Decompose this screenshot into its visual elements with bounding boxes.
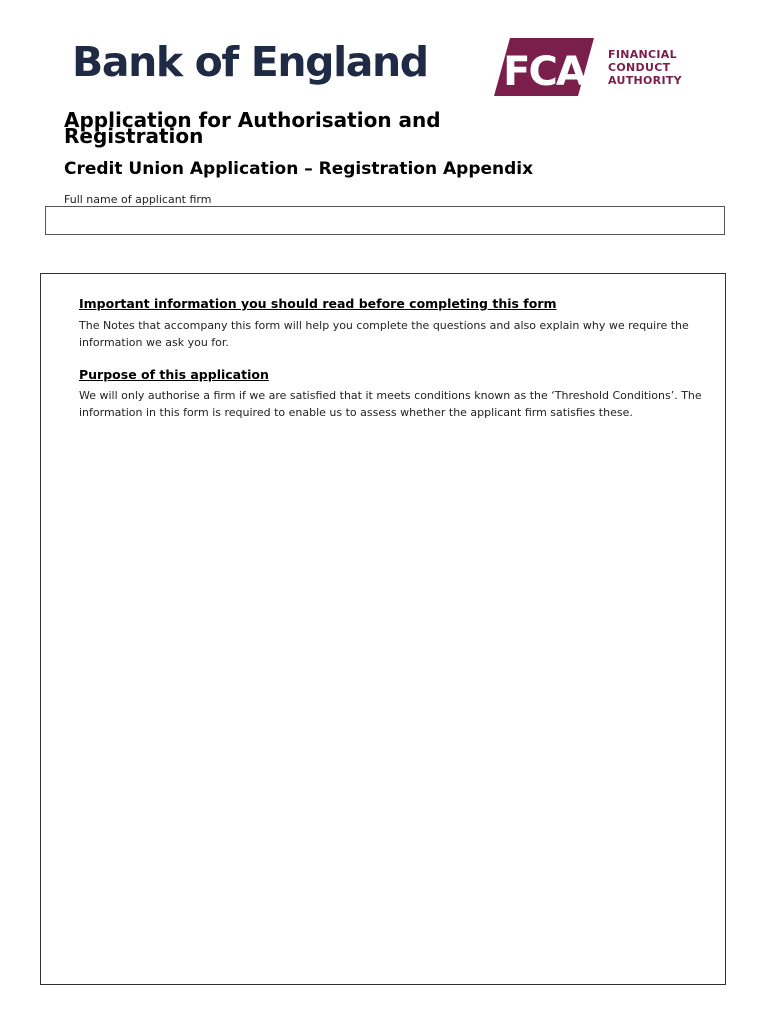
fca-mark-text: FCA — [503, 49, 585, 95]
purpose-text: We will only authorise a firm if we are satisfied that it meets conditions known as the ‘Threshold Conditions’. The information in this form is required to enable us to assess whether the applicant firm satisfies these. — [79, 389, 702, 419]
important-information-heading: Important information you should read before completing this form — [79, 296, 557, 311]
information-box — [40, 273, 726, 985]
fca-logo — [494, 38, 694, 96]
fca-logo-line: AUTHORITY — [608, 74, 682, 87]
fca-logo-line: CONDUCT — [608, 61, 671, 74]
fca-logo-wordmark — [608, 48, 682, 87]
purpose-heading: Purpose of this application — [79, 367, 269, 382]
bank-of-england-logo: Bank of England — [72, 38, 428, 86]
important-information-text: The Notes that accompany this form will help you complete the questions and also explain why we require the information we ask you for. — [79, 319, 689, 349]
applicant-name-label: Full name of applicant firm — [64, 193, 212, 206]
document-title: Application for Authorisation and Registration — [64, 108, 441, 148]
fca-logo-line: FINANCIAL — [608, 48, 677, 61]
applicant-name-input[interactable] — [45, 206, 725, 235]
document-subtitle: Credit Union Application – Registration Appendix — [64, 159, 534, 179]
fca-mark-icon — [494, 38, 594, 96]
